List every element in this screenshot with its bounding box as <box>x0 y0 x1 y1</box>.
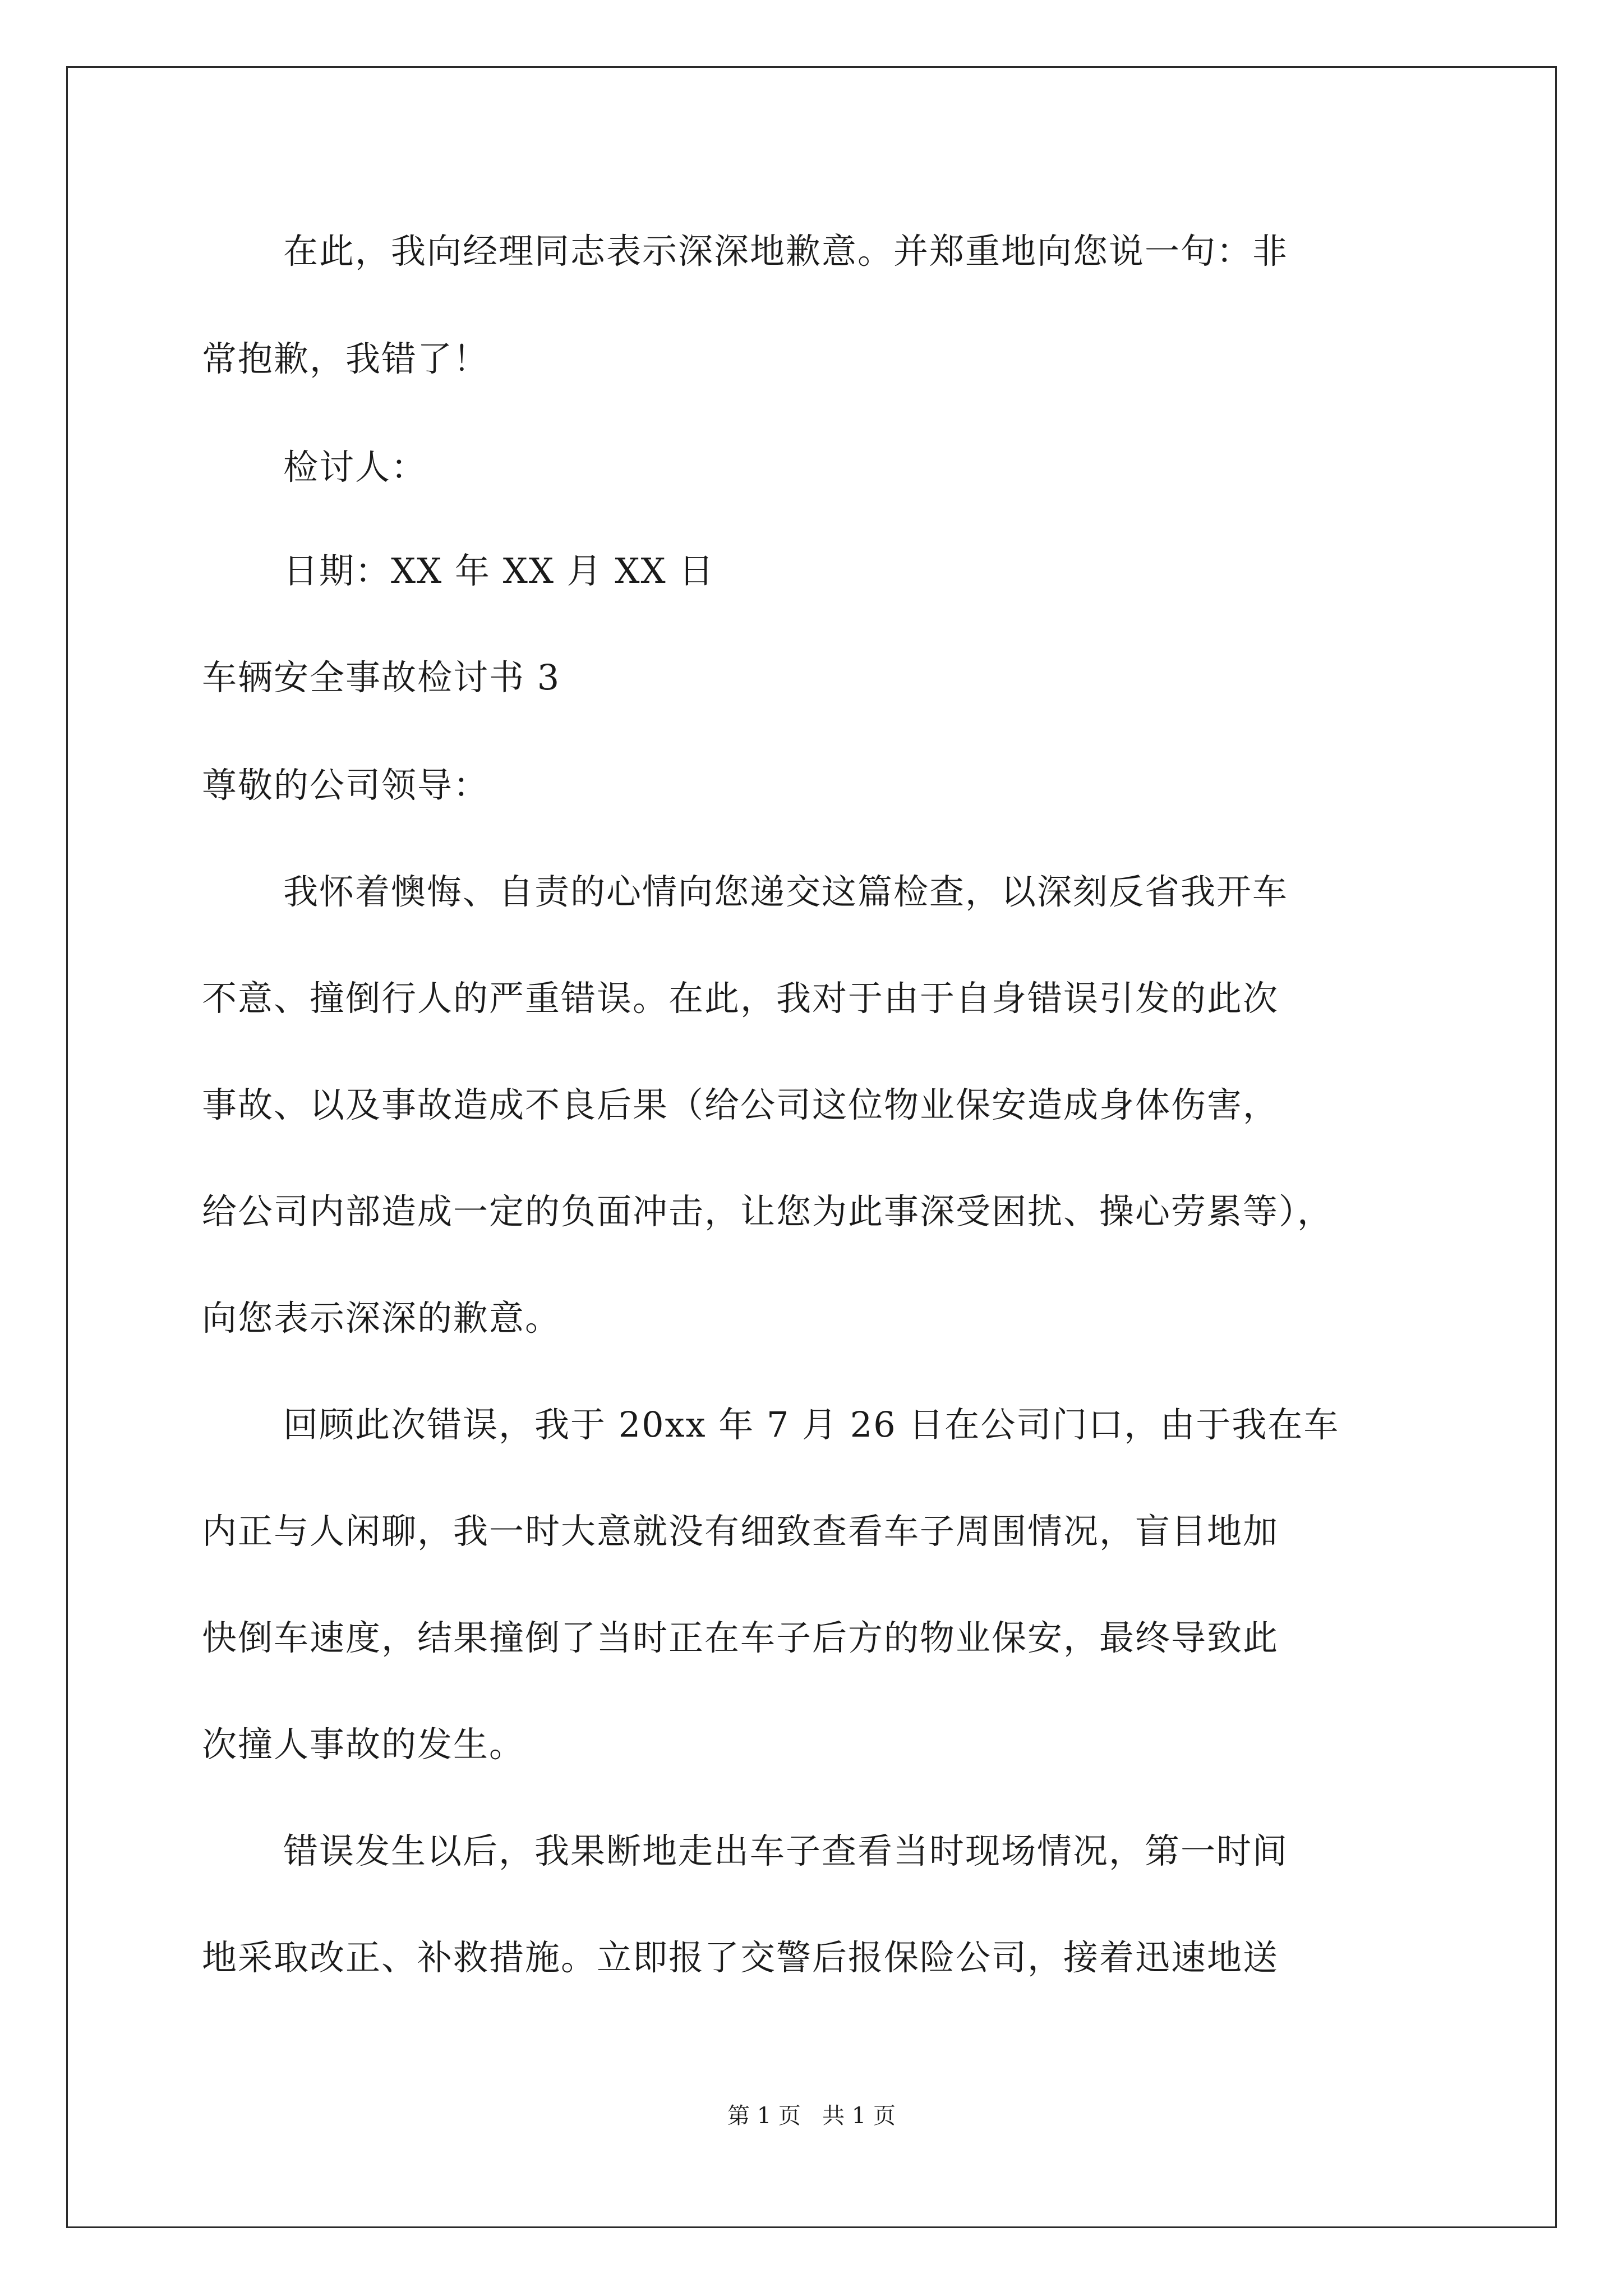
paragraph-line: 给公司内部造成一定的负面冲击，让您为此事深受困扰、操心劳累等）， <box>202 1191 1334 1232</box>
date-line: 日期：XX 年 XX 月 XX 日 <box>283 550 715 591</box>
paragraph-line: 向您表示深深的歉意。 <box>202 1297 561 1338</box>
paragraph-line: 内正与人闲聊，我一时大意就没有细致查看车子周围情况，盲目地加 <box>202 1511 1279 1552</box>
paragraph-line: 快倒车速度，结果撞倒了当时正在车子后方的物业保安，最终导致此 <box>202 1617 1279 1658</box>
paragraph-line: 常抱歉，我错了！ <box>202 338 490 379</box>
paragraph-line: 地采取改正、补救措施。立即报了交警后报保险公司，接着迅速地送 <box>202 1937 1279 1978</box>
section-title: 车辆安全事故检讨书 3 <box>202 657 561 698</box>
page-footer: 第 1 页 共 1 页 <box>727 2103 896 2129</box>
salutation: 尊敬的公司领导： <box>202 765 490 806</box>
page-border <box>66 66 1557 2228</box>
paragraph-line: 错误发生以后，我果断地走出车子查看当时现场情况，第一时间 <box>283 1830 1289 1871</box>
paragraph-line: 事故、以及事故造成不良后果（给公司这位物业保安造成身体伤害， <box>202 1084 1279 1125</box>
signer-label: 检讨人： <box>283 447 427 487</box>
paragraph-line: 不意、撞倒行人的严重错误。在此，我对于由于自身错误引发的此次 <box>202 978 1279 1019</box>
paragraph-line: 回顾此次错误，我于 20xx 年 7 月 26 日在公司门口，由于我在车 <box>283 1404 1340 1445</box>
paragraph-line: 在此，我向经理同志表示深深地歉意。并郑重地向您说一句：非 <box>283 231 1289 272</box>
paragraph-line: 我怀着懊悔、自责的心情向您递交这篇检查，以深刻反省我开车 <box>283 871 1289 912</box>
paragraph-line: 次撞人事故的发生。 <box>202 1724 525 1765</box>
